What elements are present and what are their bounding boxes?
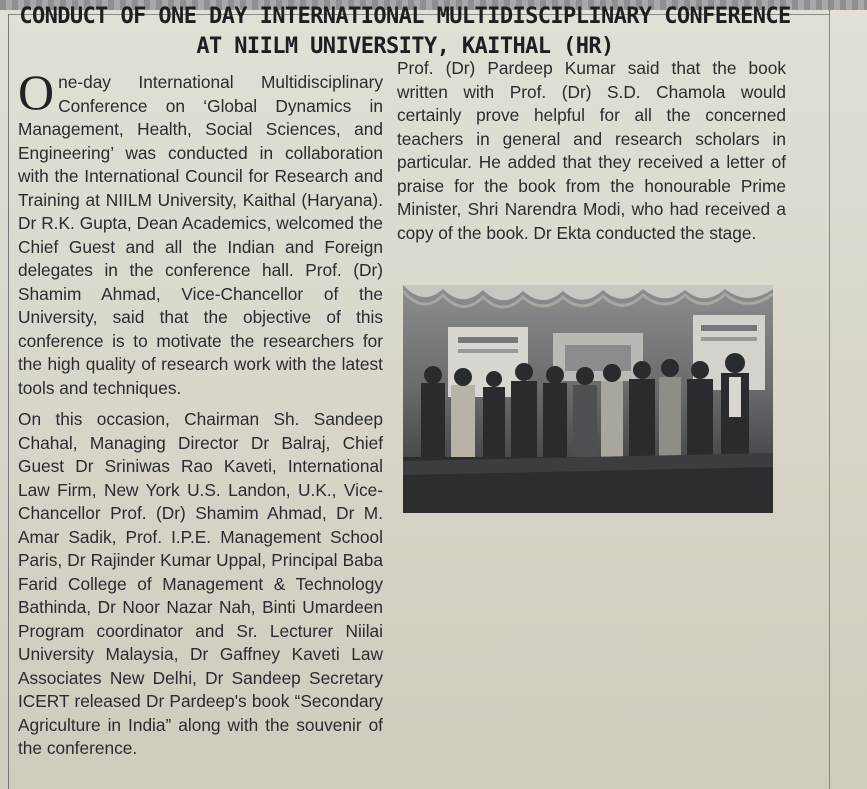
paragraph-2: On this occasion, Chairman Sh. Sandeep Chahal, Managing Director Dr Balraj, Chief Guest Dr Sriniwas Rao Kaveti, International Law Firm, New York U.S. Landon, U.K., Vice-Chancellor Prof. (Dr) Shamim Ahmad, Dr M. Amar Sadik, Prof. I.P.E. Management School Paris, Dr Rajinder Kumar Uppal, Principal Baba Farid College of Management & Technology Bathinda, Dr Noor Nazar Nah, Binti Umardeen Program coordinator and Sr. Lecturer Niilai University Malaysia, Dr Gaffney Kaveti Law Associates New Delhi, Dr Sandeep Secretary ICERT released Dr Pardeep's book “Secondary Agriculture in India” along with the souvenir of the conference. (18, 409, 383, 758)
group-photo-illustration (403, 285, 773, 513)
group-photo (403, 285, 773, 513)
article-headline (16, 2, 794, 62)
drop-cap: O (18, 64, 55, 120)
paragraph-1 (18, 64, 383, 400)
headline-line-2: AT NIILM UNIVERSITY, KAITHAL (HR) (196, 34, 614, 59)
column-rule-right (829, 0, 830, 789)
right-text-column (397, 57, 786, 245)
column-rule-left (8, 14, 9, 789)
headline-line-1: CONDUCT OF ONE DAY INTERNATIONAL MULTIDISCIPLINARY CONFERENCE (19, 4, 791, 29)
left-text-column (18, 64, 383, 761)
paragraph-3: Prof. (Dr) Pardeep Kumar said that the book written with Prof. (Dr) S.D. Chamola would certainly prove helpful for all the concerned teachers in general and research scholars in particular. He added that they received a letter of praise for the book from the honourable Prime Minister, Shri Narendra Modi, who had received a copy of the book. Dr Ekta conducted the stage. (397, 58, 786, 243)
paragraph-1-text: ne-day International Multidisciplinary Conference on ‘Global Dynamics in Management, Health, Social Sciences, and Engineering’ was conducted in collaboration with the International Council for Research and Training at NIILM University, Kaithal (Haryana). Dr R.K. Gupta, Dean Academics, welcomed the Chief Guest and all the Indian and Foreign delegates in the conference hall. Prof. (Dr) Shamim Ahmad, Vice-Chancellor of the University, said that the objective of this conference is to motivate the researchers for the high quality of research work with the latest tools and techniques. (18, 72, 383, 398)
